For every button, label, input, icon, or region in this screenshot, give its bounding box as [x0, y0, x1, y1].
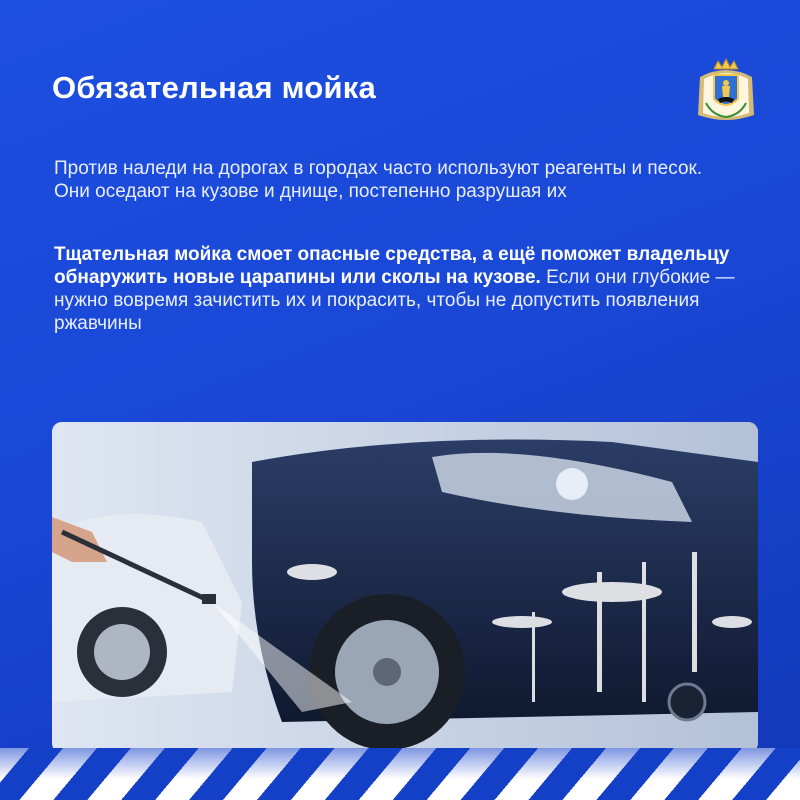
main-paragraph	[54, 243, 744, 335]
car-wash-photo	[52, 422, 758, 753]
stripes-fade	[0, 748, 800, 800]
intro-paragraph: Против наледи на дорогах в городах часто используют реагенты и песок. Они оседают на кузове и днище, постепенно разрушая их	[54, 158, 703, 202]
coat-of-arms-icon	[690, 55, 762, 127]
page-title: Обязательная мойка	[52, 70, 376, 105]
main-paragraph-regular: Если они глубокие — нужно вовремя зачистить их и покрасить, чтобы не допустить появления ржавчины	[54, 267, 735, 334]
main-paragraph-bold: Тщательная мойка смоет опасные средства, а ещё поможет владельцу обнаружить новые царапины или сколы на кузове.	[54, 244, 730, 288]
